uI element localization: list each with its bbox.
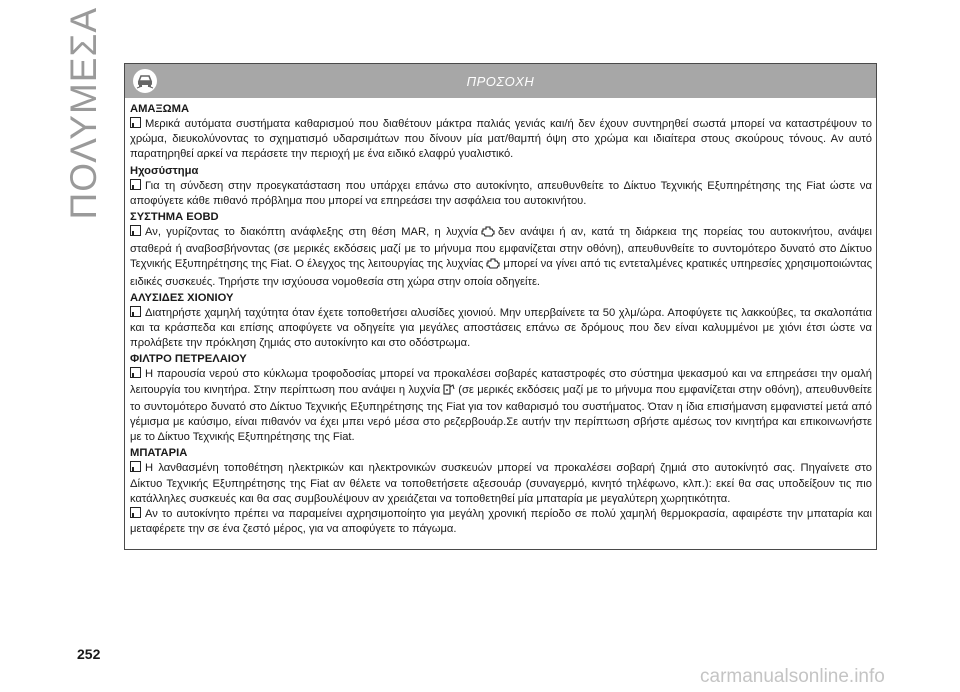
warning-title: ΠΡΟΣΟΧΗ [466,73,535,89]
warning-content [125,98,876,537]
paragraph-battery-1: Η λανθασμένη τοποθέτηση ηλεκτρικών και ηλεκτρονικών συσκευών μπορεί να προκαλέσει σοβαρή ζημιά στο αυτοκίνητό σας. Πηγαίνετε στο Δίκτυο Τεχνικής Εξυπηρέτησης της Fiat αν θέλετε να τοποθετήσετε αξεσουάρ (συναγερμό, κινητό τηλέφωνο, κλπ.): εκεί θα σας υποδείξουν τις πιο κατάλληλες συσκευές και θα σας συμβουλέψουν αν χρειάζεται να τοποθετηθεί μία μπαταρία με μεγαλύτερη χωρητικότητα. [130,462,872,505]
page-number: 252 [77,646,101,662]
engine-check-icon [481,226,495,242]
paragraph-diesel-filter: Η παρουσία νερού στο κύκλωμα τροφοδοσίας μπορεί να προκαλέσει σοβαρές καταστροφές στο σύστημα ψεκασμού και να επηρεάσει την ομαλή λειτουργία του κινητήρα. Στην περίπτωση που ανάψει η λυχνία (σε μερικές εκδόσεις μαζί με το μήνυμα που εμφανίζεται στην οθόνη), απευθυνθείτε το συντομότερο δυνατό στο Δίκτυο Τεχνικής Εξυπηρέτησης της Fiat για τον καθαρισμό του συστήματος. Όταν η ίδια επισήμανση εμφανιστεί μετά από γέμισμα με καύσιμο, είναι πιθανόν να έχει μπει νερό μέσα στο ρεζερβουάρ.Σε αυτήν την περίπτωση σβήστε αμέσως τον κινητήρα και επικοινωνήστε με το Δίκτυο Τεχνικής Εξυπηρέτησης της Fiat. [130,368,873,444]
paragraph-marker-icon [130,461,141,472]
paragraph-sound-system: Για τη σύνδεση στην προεγκατάσταση που υπάρχει επάνω στο αυτοκίνητο, απευθυνθείτε το Δίκτυο Τεχνικής Εξυπηρέτησης της Fiat ώστε να αποφύγετε κάθε πιθανό πρόβλημα που μπορεί να επηρεάσει την ασφάλεια του αυτοκινήτου. [130,179,872,207]
paragraph-marker-icon [130,225,141,236]
paragraph-marker-icon [130,306,141,317]
section-title-sound-system: Ηχοσύστημα [130,164,199,177]
section-title-snow-chains: ΑΛΥΣΙΔΕΣ ΧΙΟΝΙΟΥ [130,291,234,304]
paragraph-snow-chains: Διατηρήστε χαμηλή ταχύτητα όταν έχετε τοποθετήσει αλυσίδες χιονιού. Μην υπερβαίνετε τα 50 χλμ/ώρα. Αποφύγετε τις λακκούβες, τα σκαλοπάτια και τα κράσπεδα και επίσης αποφύγετε να οδηγείτε για μεγάλες αποστάσεις επάνω σε δρόμους που δεν είναι καλυμμένοι με χιόνι έτσι ώστε να προλάβετε την πρόκληση ζημιάς στο αυτοκίνητο και στο οδόστρωμα. [130,306,872,350]
paragraph-marker-icon [130,367,141,378]
paragraph-bodywork: Μερικά αυτόματα συστήματα καθαρισμού που διαθέτουν μάκτρα παλιάς γενιάς και/ή δεν έχουν συντηρηθεί σωστά μπορεί να καταστρέψουν το χρώμα, διευκολύνοντας το σχηματισμό υδαρσιμάτων που δίνουν μία ματ/θαμπή όψη στο χρώμα και ιδιαίτερα στους σκούρους τόνους. Αν αυτό παρατηρηθεί αρκεί να περάσετε την περιοχή με ένα ειδικό ελαφρύ γυαλιστικό. [130,118,872,161]
warning-header [125,64,876,98]
warning-box [124,63,877,550]
paragraph-marker-icon [130,507,141,518]
paragraph-eobd: Αν, γυρίζοντας το διακόπτη ανάφλεξης στη θέση MAR, η λυχνία δεν ανάψει ή αν, κατά τη διάρκεια της πορείας του αυτοκινήτου, ανάψει σταθερά ή αναβοσβήνοντας (σε μερικές εκδόσεις μαζί με το μήνυμα που εμφανίζεται στην οθόνη), απευθυνθείτε το συντομότερο δυνατό στο Δίκτυο Τεχνικής Εξυπηρέτησης της Fiat. Ο έλεγχος της λειτουργίας της λυχνίας μπορεί να γίνει από τις εντεταλμένες κρατικές υπηρεσίες χρησιμοποιώντας ειδικές συσκευές. Τηρήστε την ισχύουσα νομοθεσία στη χώρα στην οποία οδηγείτε. [130,226,872,288]
watermark: carmanualsonline.info [700,666,885,687]
paragraph-battery-2: Αν το αυτοκίνητο πρέπει να παραμείνει αχρησιμοποίητο για μεγάλη χρονική περίοδο σε πολύ χαμηλή θερμοκρασία, αφαιρέστε την μπαταρία και μεταφέρετε την σε ένα ζεστό μέρος, για να αποφύγετε το πάγωμα. [130,508,872,536]
section-title-bodywork: ΑΜΑΞΩΜΑ [130,103,190,115]
engine-check-icon [486,258,500,274]
section-title-diesel-filter: ΦΙΛΤΡΟ ΠΕΤΡΕΛΑΙΟΥ [130,353,247,366]
paragraph-marker-icon [130,179,141,190]
paragraph-marker-icon [130,117,141,128]
water-in-fuel-icon [443,383,455,400]
car-warning-icon [133,69,157,93]
section-title-battery: ΜΠΑΤΑΡΙΑ [130,447,188,460]
section-title-eobd: ΣΥΣΤΗΜΑ EOBD [130,211,219,224]
chapter-side-title: ΠΟΛΥΜΕΣΑ [63,6,104,220]
